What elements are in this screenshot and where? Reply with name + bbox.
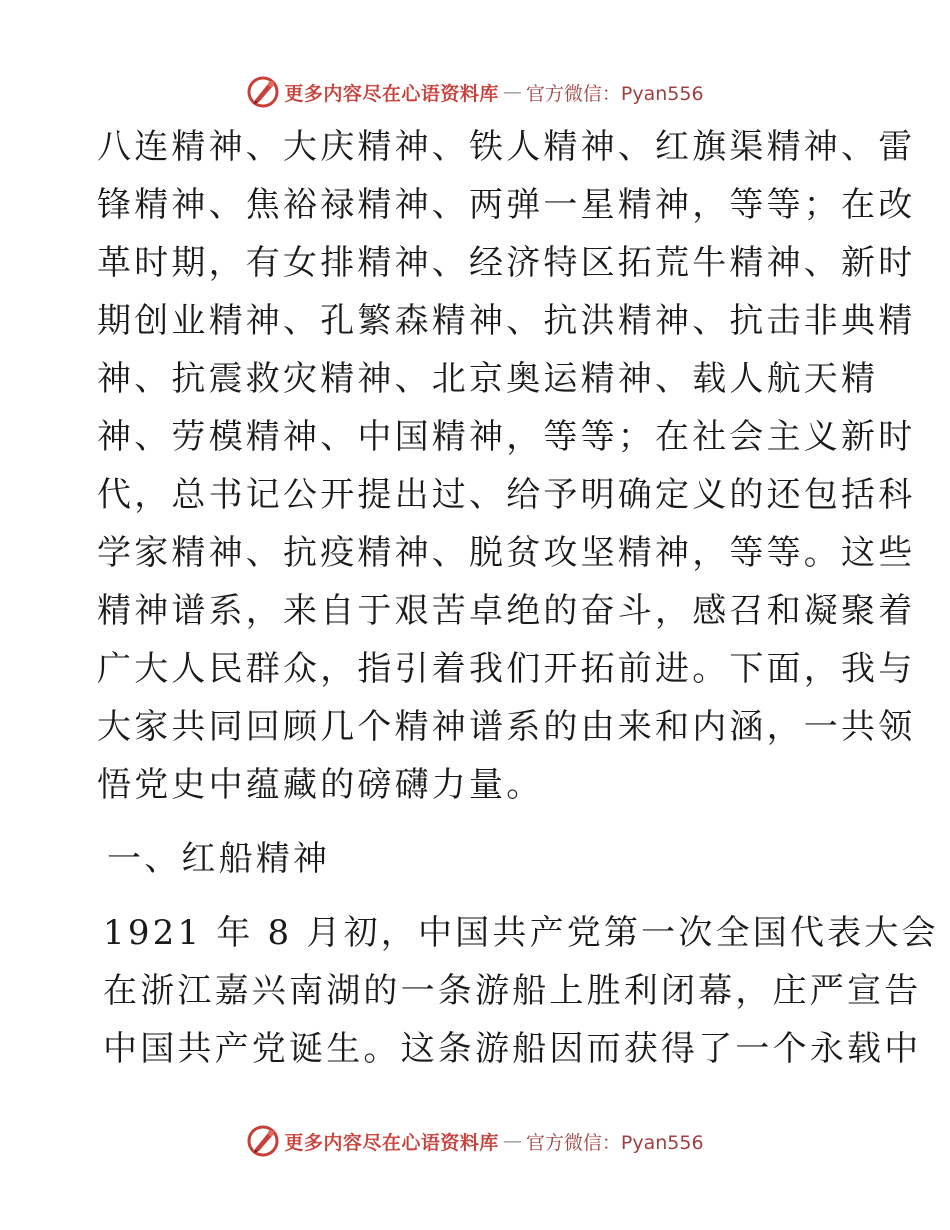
document-body: [97, 118, 939, 1078]
text-line: 中国共产党诞生。这条游船因而获得了一个永载中: [103, 1029, 922, 1069]
watermark-separator: —: [502, 81, 522, 103]
text-line: 学家精神、抗疫精神、脱贫攻坚精神，等等。这些: [97, 533, 916, 573]
header-watermark: [0, 72, 950, 112]
text-line: 神、抗震救灾精神、北京奥运精神、载人航天精: [97, 359, 879, 399]
text-line: 广大人民群众，指引着我们开拓前进。下面，我与: [97, 649, 916, 689]
pen-logo-icon: [246, 75, 280, 109]
watermark-text: 更多内容尽在心语资料库: [284, 82, 499, 105]
text-line: 悟党史中蕴藏的磅礴力量。: [97, 765, 544, 805]
text-line: 精神谱系，来自于艰苦卓绝的奋斗，感召和凝聚着: [97, 591, 916, 631]
text-line: 八连精神、大庆精神、铁人精神、红旗渠精神、雷: [97, 127, 916, 167]
text-line: 神、劳模精神、中国精神，等等；在社会主义新时: [97, 417, 916, 457]
watermark-contact: 官方微信：Pyan556: [525, 82, 704, 105]
text-line: 大家共同回顾几个精神谱系的由来和内涵，一共领: [97, 707, 916, 747]
paragraph-1: [97, 118, 916, 814]
section-heading: 一、红船精神: [107, 839, 331, 879]
text-line: 1921 年 8 月初，中国共产党第一次全国代表大会: [103, 913, 939, 953]
text-line: 期创业精神、孔繁森精神、抗洪精神、抗击非典精: [97, 301, 916, 341]
text-line: 在浙江嘉兴南湖的一条游船上胜利闭幕，庄严宣告: [103, 971, 922, 1011]
paragraph-2: [97, 904, 939, 1078]
text-line: 锋精神、焦裕禄精神、两弹一星精神，等等；在改: [97, 185, 916, 225]
watermark-separator: —: [502, 1130, 522, 1152]
text-line: 革时期，有女排精神、经济特区拓荒牛精神、新时: [97, 243, 916, 283]
text-line: 代，总书记公开提出过、给予明确定义的还包括科: [97, 475, 916, 515]
pen-logo-icon: [246, 1124, 280, 1158]
footer-watermark: [0, 1121, 950, 1161]
watermark-text: 更多内容尽在心语资料库: [284, 1131, 499, 1154]
watermark-contact: 官方微信：Pyan556: [525, 1131, 704, 1154]
